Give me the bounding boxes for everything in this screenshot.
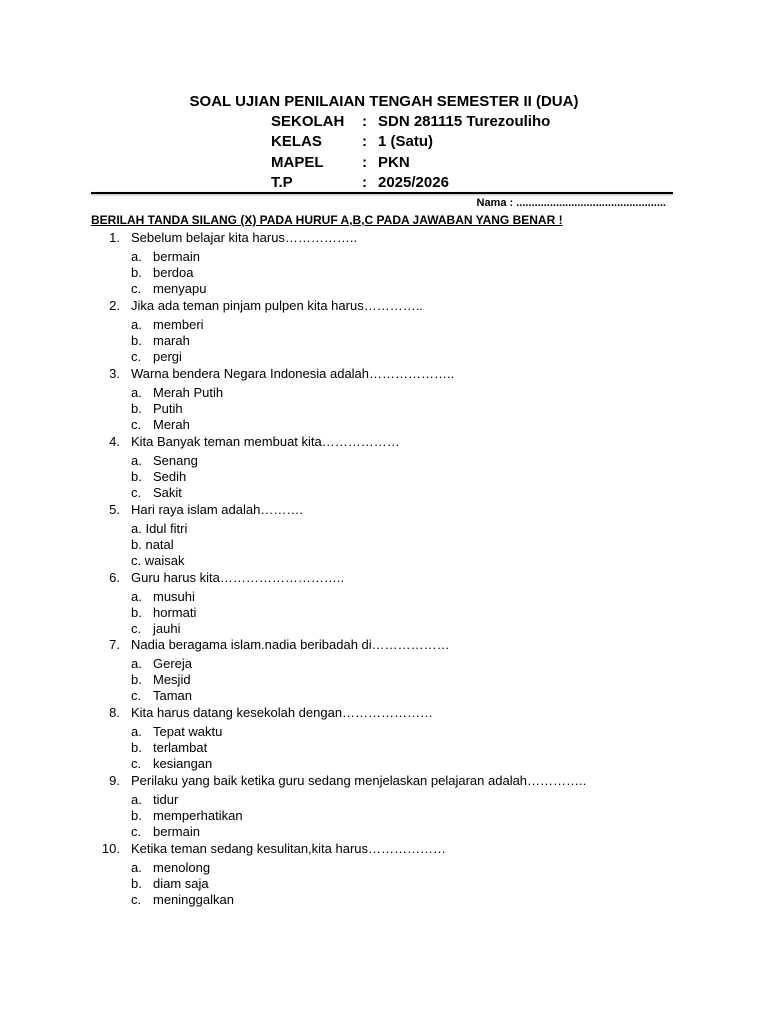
option-letter[interactable]: b. [131, 672, 142, 687]
question-number: 6. [109, 570, 120, 585]
option-letter[interactable]: a. [131, 589, 142, 604]
question-number: 10. [101, 841, 120, 856]
question-text: Nadia beragama islam.nadia beribadah di……………… [131, 637, 450, 652]
question-text: Sebelum belajar kita harus…………….. [131, 230, 358, 245]
question-number: 7. [109, 637, 120, 652]
question-number: 4. [109, 434, 120, 449]
option-letter[interactable]: b. [131, 265, 142, 280]
question-text: Ketika teman sedang kesulitan,kita harus……………… [131, 841, 447, 856]
question-text: Warna bendera Negara Indonesia adalah……………….. [131, 366, 455, 381]
info-label: MAPEL [271, 154, 324, 171]
option-text[interactable]: hormati [153, 605, 197, 620]
option-letter[interactable]: a. [131, 860, 142, 875]
option-letter[interactable]: b. [131, 740, 142, 755]
option-text: waisak [144, 553, 185, 568]
option-letter[interactable]: a. [131, 317, 142, 332]
option-text[interactable]: bermain [153, 249, 200, 264]
info-colon: : [362, 174, 367, 191]
header-divider [91, 192, 673, 194]
info-colon: : [362, 133, 367, 150]
option-letter[interactable]: a. [131, 724, 142, 739]
option-letter: c. [131, 553, 142, 568]
answer-option[interactable] [131, 553, 185, 569]
info-colon: : [362, 113, 367, 130]
info-label: KELAS [271, 133, 322, 150]
info-label: T.P [271, 174, 293, 191]
option-text[interactable]: terlambat [153, 740, 208, 755]
option-text[interactable]: Taman [153, 688, 193, 703]
option-letter[interactable]: b. [131, 808, 142, 823]
option-text[interactable]: jauhi [153, 621, 181, 636]
question-text: Kita harus datang kesekolah dengan………………… [131, 705, 434, 720]
option-text[interactable]: Gereja [153, 656, 193, 671]
info-colon: : [362, 154, 367, 171]
option-letter[interactable]: a. [131, 249, 142, 264]
info-label: SEKOLAH [271, 113, 345, 130]
instruction-text: BERILAH TANDA SILANG (X) PADA HURUF A,B,C PADA JAWABAN YANG BENAR ! [91, 213, 563, 227]
option-text[interactable]: Merah Putih [153, 385, 224, 400]
option-letter[interactable]: c. [131, 756, 142, 771]
info-value: PKN [378, 154, 410, 171]
option-text[interactable]: memberi [153, 317, 204, 332]
option-letter[interactable]: b. [131, 876, 142, 891]
option-letter[interactable]: a. [131, 453, 142, 468]
option-text: natal [145, 537, 174, 552]
question-number: 8. [109, 705, 120, 720]
option-letter[interactable]: c. [131, 417, 142, 432]
question-number: 5. [109, 502, 120, 517]
question-number: 1. [109, 230, 120, 245]
option-letter[interactable]: c. [131, 824, 142, 839]
option-letter[interactable]: a. [131, 792, 142, 807]
question-text: Jika ada teman pinjam pulpen kita harus………….. [131, 298, 423, 313]
option-letter[interactable]: a. [131, 385, 142, 400]
question-text: Kita Banyak teman membuat kita……………… [131, 434, 400, 449]
option-text[interactable]: Mesjid [153, 672, 191, 687]
question-text: Perilaku yang baik ketika guru sedang menjelaskan pelajaran adalah………….. [131, 773, 587, 788]
option-text[interactable]: Senang [153, 453, 198, 468]
question-text: Hari raya islam adalah………. [131, 502, 303, 517]
option-text[interactable]: memperhatikan [153, 808, 243, 823]
option-text[interactable]: tidur [153, 792, 179, 807]
option-text[interactable]: marah [153, 333, 190, 348]
option-text[interactable]: menyapu [153, 281, 207, 296]
option-letter[interactable]: b. [131, 401, 142, 416]
option-text[interactable]: musuhi [153, 589, 195, 604]
option-text: Idul fitri [145, 521, 188, 536]
option-text[interactable]: Tepat waktu [153, 724, 223, 739]
option-text[interactable]: menolong [153, 860, 211, 875]
question-number: 3. [109, 366, 120, 381]
option-letter: a. [131, 521, 142, 536]
info-value: 1 (Satu) [378, 133, 434, 150]
option-text[interactable]: Putih [153, 401, 183, 416]
option-text[interactable]: Merah [153, 417, 190, 432]
option-text[interactable]: meninggalkan [153, 892, 234, 907]
option-text[interactable]: kesiangan [153, 756, 213, 771]
question-number: 9. [109, 773, 120, 788]
option-letter[interactable]: b. [131, 605, 142, 620]
option-letter: b. [131, 537, 142, 552]
option-letter[interactable]: c. [131, 688, 142, 703]
info-value: SDN 281115 Turezouliho [378, 113, 551, 130]
option-letter[interactable]: c. [131, 892, 142, 907]
exam-title: SOAL UJIAN PENILAIAN TENGAH SEMESTER II (DUA) [189, 93, 579, 110]
option-text[interactable]: berdoa [153, 265, 194, 280]
option-text[interactable]: bermain [153, 824, 200, 839]
option-text[interactable]: Sedih [153, 469, 187, 484]
option-text[interactable]: Sakit [153, 485, 182, 500]
option-text[interactable]: pergi [153, 349, 182, 364]
question-number: 2. [109, 298, 120, 313]
info-value: 2025/2026 [378, 174, 449, 191]
option-letter[interactable]: c. [131, 281, 142, 296]
option-letter[interactable]: b. [131, 333, 142, 348]
option-letter[interactable]: c. [131, 485, 142, 500]
question-text: Guru harus kita……………………….. [131, 570, 345, 585]
option-letter[interactable]: b. [131, 469, 142, 484]
option-text[interactable]: diam saja [153, 876, 209, 891]
option-letter[interactable]: c. [131, 621, 142, 636]
answer-option[interactable] [131, 521, 187, 537]
answer-option[interactable] [131, 537, 174, 553]
name-field[interactable]: Nama : ................................................. [476, 197, 666, 209]
option-letter[interactable]: c. [131, 349, 142, 364]
option-letter[interactable]: a. [131, 656, 142, 671]
